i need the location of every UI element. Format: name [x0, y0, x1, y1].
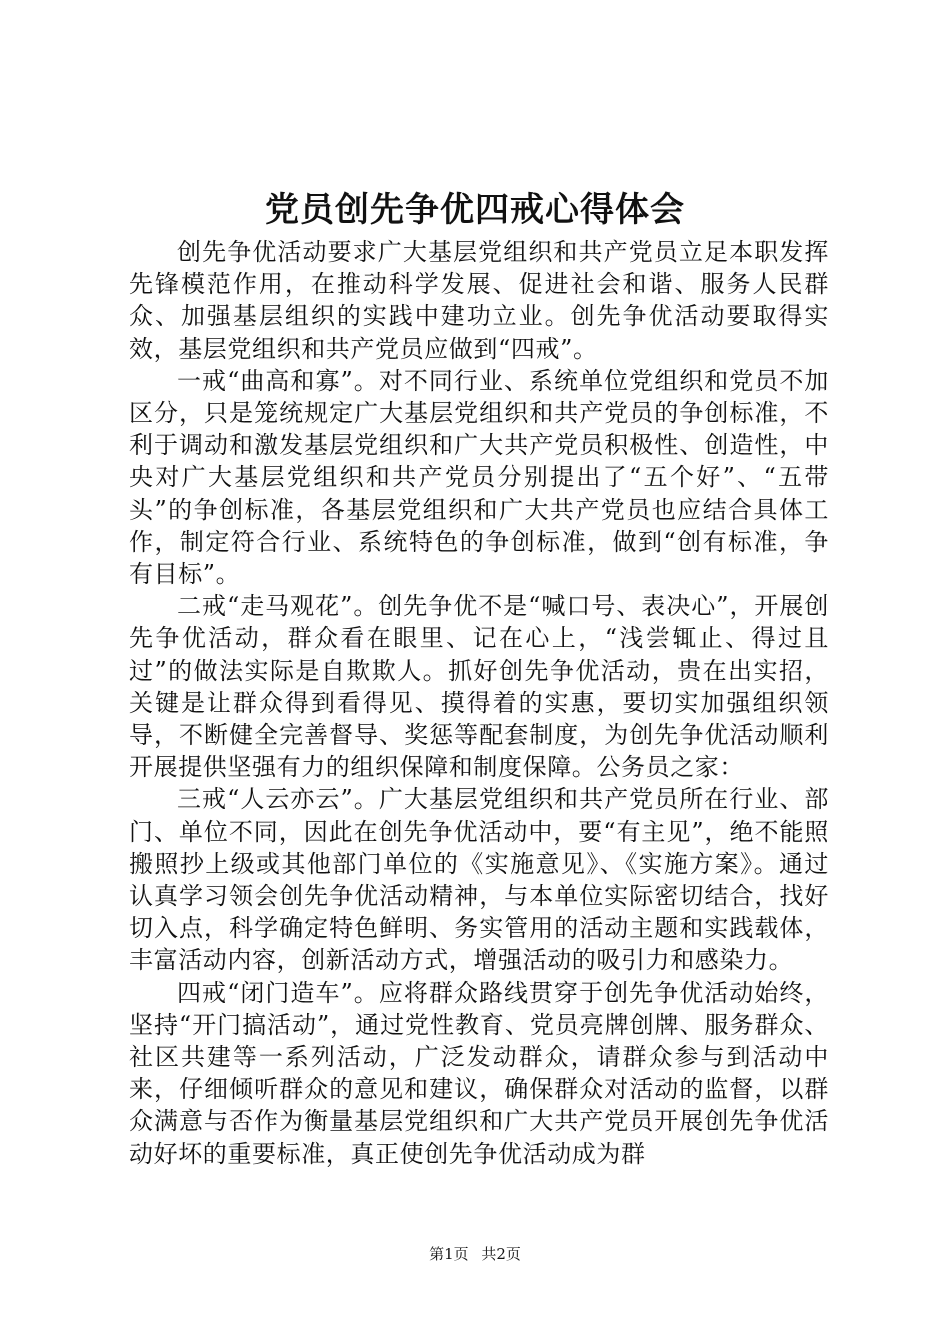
- page-number: 第1页: [429, 1245, 469, 1263]
- paragraph-first-caution: 一戒“曲高和寡”。对不同行业、系统单位党组织和党员不加区分，只是笼统规定广大基层党组织和共产党员的争创标准，不利于调动和激发基层党组织和广大共产党员积极性、创造性，中央对广大基层党组织和共产党员分别提出了“五个好”、“五带头”的争创标准，各基层党组织和广大共产党员也应结合具体工作，制定符合行业、系统特色的争创标准，做到“创有标准，争有目标”。: [129, 366, 829, 589]
- paragraph-intro: 创先争优活动要求广大基层党组织和共产党员立足本职发挥先锋模范作用，在推动科学发展、促进社会和谐、服务人民群众、加强基层组织的实践中建功立业。创先争优活动要取得实效，基层党组织和共产党员应做到“四戒”。: [129, 238, 829, 363]
- page-footer: [0, 1244, 950, 1264]
- page-total: 共2页: [481, 1245, 521, 1263]
- paragraph-second-caution: 二戒“走马观花”。创先争优不是“喊口号、表决心”，开展创先争优活动，群众看在眼里、记在心上，“浅尝辄止、得过且过”的做法实际是自欺欺人。抓好创先争优活动，贵在出实招，关键是让群众得到看得见、摸得着的实惠，要切实加强组织领导，不断健全完善督导、奖惩等配套制度，为创先争优活动顺利开展提供坚强有力的组织保障和制度保障。公务员之家：: [129, 592, 829, 782]
- document-title: 党员创先争优四戒心得体会: [265, 190, 685, 230]
- paragraph-fourth-caution: 四戒“闭门造车”。应将群众路线贯穿于创先争优活动始终，坚持“开门搞活动”，通过党性教育、党员亮牌创牌、服务群众、社区共建等一系列活动，广泛发动群众，请群众参与到活动中来，仔细倾听群众的意见和建议，确保群众对活动的监督，以群众满意与否作为衡量基层党组织和广大共产党员开展创先争优活动好坏的重要标准，真正使创先争优活动成为群: [129, 978, 829, 1168]
- document-body: [129, 236, 829, 1170]
- paragraph-third-caution: 三戒“人云亦云”。广大基层党组织和共产党员所在行业、部门、单位不同，因此在创先争优活动中，要“有主见”，绝不能照搬照抄上级或其他部门单位的《实施意见》、《实施方案》。通过认真学习领会创先争优活动精神，与本单位实际密切结合，找好切入点，科学确定特色鲜明、务实管用的活动主题和实践载体，丰富活动内容，创新活动方式，增强活动的吸引力和感染力。: [129, 785, 829, 975]
